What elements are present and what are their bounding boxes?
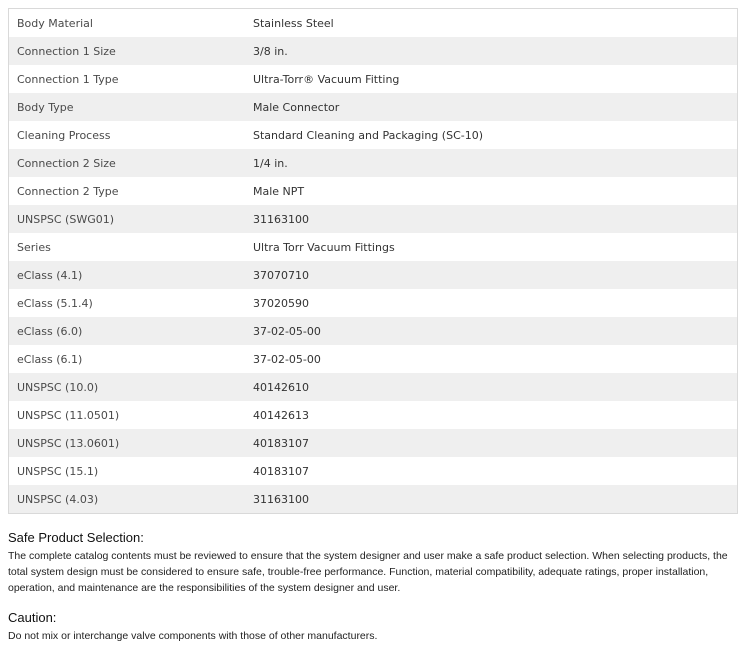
spec-value: 3/8 in. bbox=[253, 44, 288, 58]
spec-value: 40183107 bbox=[253, 436, 309, 450]
spec-value: 37020590 bbox=[253, 296, 309, 310]
spec-row bbox=[9, 429, 737, 457]
spec-row bbox=[9, 317, 737, 345]
spec-value: Ultra-Torr® Vacuum Fitting bbox=[253, 72, 400, 86]
specifications-table bbox=[8, 8, 738, 514]
spec-label: UNSPSC (15.1) bbox=[17, 464, 99, 478]
spec-row bbox=[9, 9, 737, 37]
spec-label: UNSPSC (10.0) bbox=[17, 380, 99, 394]
safe-product-selection-text: The complete catalog contents must be reviewed to ensure that the system designer and user make a safe product selection. When selecting products, the total system design must be considered to ensure safe, trouble-free performance. Function, material compatibility, adequate ratings, proper installation, operation, and maintenance are the responsibilities of the system designer and user. bbox=[8, 550, 728, 594]
spec-row bbox=[9, 485, 737, 513]
caution-heading: Caution: bbox=[8, 610, 57, 625]
caution-section bbox=[8, 610, 736, 644]
spec-label: eClass (6.1) bbox=[17, 352, 83, 366]
spec-row bbox=[9, 345, 737, 373]
spec-label: Body Material bbox=[17, 16, 93, 30]
spec-row bbox=[9, 205, 737, 233]
spec-value: 37070710 bbox=[253, 268, 309, 282]
spec-label: Series bbox=[17, 240, 51, 254]
spec-label: UNSPSC (4.03) bbox=[17, 492, 99, 506]
spec-value: Stainless Steel bbox=[253, 16, 334, 30]
spec-label: eClass (4.1) bbox=[17, 268, 83, 282]
spec-row bbox=[9, 93, 737, 121]
safe-product-selection-section bbox=[8, 530, 736, 596]
spec-value: 40142613 bbox=[253, 408, 309, 422]
spec-value: Ultra Torr Vacuum Fittings bbox=[253, 240, 395, 254]
spec-label: Connection 2 Size bbox=[17, 156, 116, 170]
spec-label: UNSPSC (11.0501) bbox=[17, 408, 120, 422]
spec-label: Body Type bbox=[17, 100, 74, 114]
spec-row bbox=[9, 289, 737, 317]
spec-label: UNSPSC (SWG01) bbox=[17, 212, 115, 226]
spec-value: 40183107 bbox=[253, 464, 309, 478]
spec-row bbox=[9, 37, 737, 65]
spec-value: Standard Cleaning and Packaging (SC-10) bbox=[253, 128, 484, 142]
spec-label: eClass (6.0) bbox=[17, 324, 83, 338]
spec-row bbox=[9, 233, 737, 261]
caution-text: Do not mix or interchange valve components with those of other manufacturers. bbox=[8, 630, 378, 642]
spec-value: 40142610 bbox=[253, 380, 309, 394]
safe-product-selection-heading: Safe Product Selection: bbox=[8, 530, 144, 545]
spec-label: UNSPSC (13.0601) bbox=[17, 436, 120, 450]
spec-row bbox=[9, 65, 737, 93]
spec-row bbox=[9, 121, 737, 149]
spec-label: Connection 2 Type bbox=[17, 184, 119, 198]
spec-row bbox=[9, 373, 737, 401]
spec-row bbox=[9, 401, 737, 429]
spec-row bbox=[9, 457, 737, 485]
spec-value: 31163100 bbox=[253, 212, 309, 226]
spec-value: 31163100 bbox=[253, 492, 309, 506]
spec-row bbox=[9, 261, 737, 289]
spec-label: Connection 1 Size bbox=[17, 44, 116, 58]
spec-value: 37-02-05-00 bbox=[253, 324, 321, 338]
spec-row bbox=[9, 149, 737, 177]
spec-label: eClass (5.1.4) bbox=[17, 296, 93, 310]
spec-value: 1/4 in. bbox=[253, 156, 288, 170]
spec-value: Male Connector bbox=[253, 100, 340, 114]
spec-label: Cleaning Process bbox=[17, 128, 111, 142]
spec-value: Male NPT bbox=[253, 184, 305, 198]
spec-value: 37-02-05-00 bbox=[253, 352, 321, 366]
spec-label: Connection 1 Type bbox=[17, 72, 119, 86]
spec-row bbox=[9, 177, 737, 205]
